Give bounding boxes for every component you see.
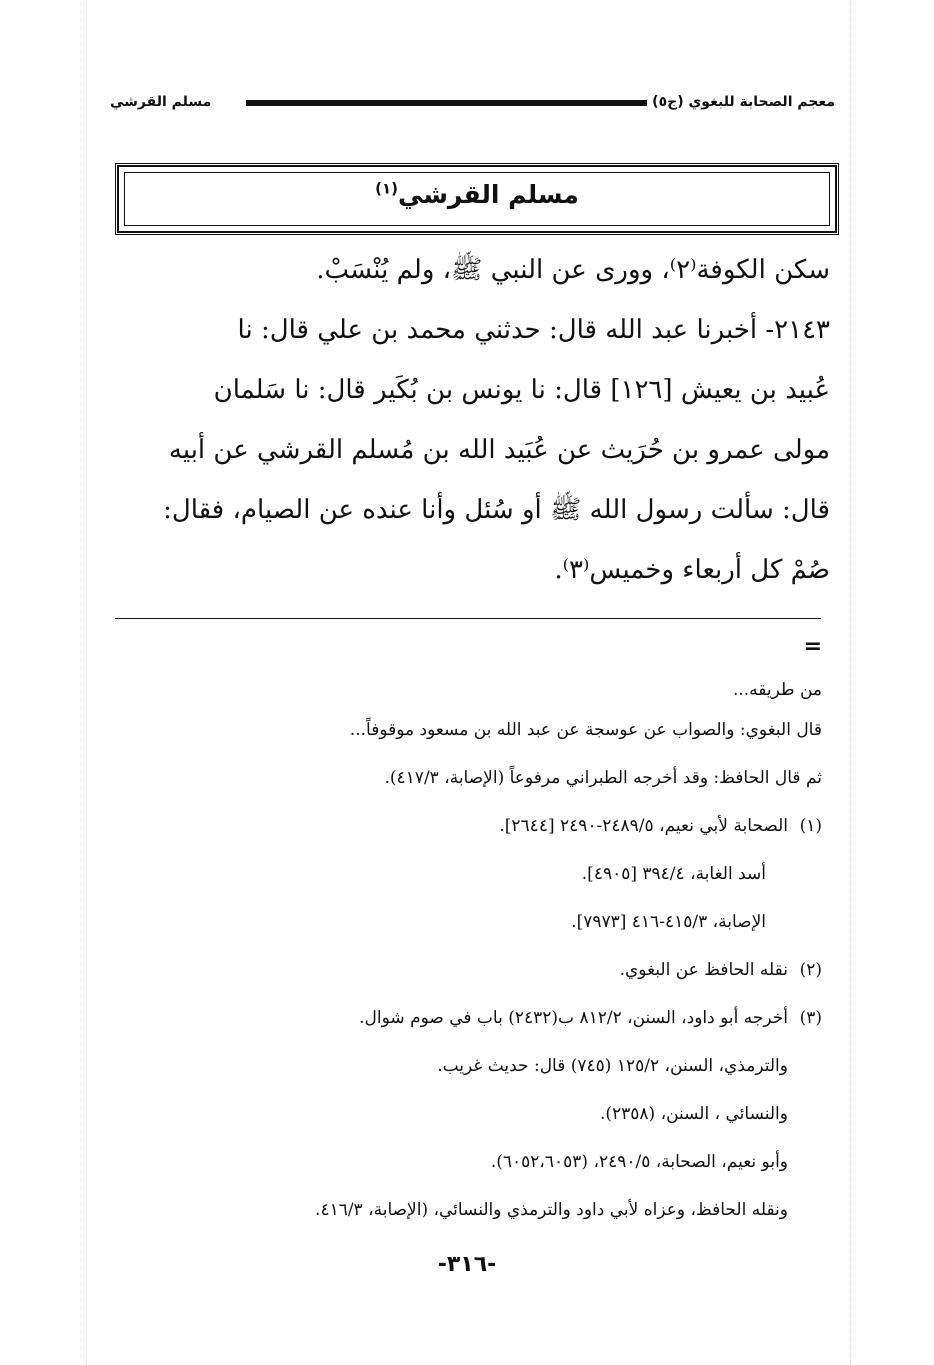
footnotes bbox=[106, 675, 822, 1243]
footnote-2 bbox=[106, 955, 822, 1003]
footnote-continued-line: من طريقه... bbox=[732, 680, 822, 700]
footnote-text: والترمذي، السنن، ١٢٥/٢ (٧٤٥) قال: حديث غريب. bbox=[437, 1056, 788, 1076]
footnote-separator bbox=[115, 618, 821, 619]
body-line: صُمْ كل أربعاء وخميس⁽٣⁾. bbox=[554, 555, 830, 585]
header-entry-name: مسلم القرشي bbox=[110, 94, 212, 110]
body-line: مولى عمرو بن حُرَيث عن عُبَيد الله بن مُسلم القرشي عن أبيه bbox=[168, 435, 830, 465]
running-header bbox=[110, 88, 835, 118]
page-number: -٣١٦- bbox=[437, 1252, 497, 1277]
entry-title-text: مسلم القرشي bbox=[398, 180, 579, 209]
footnote-text: الإصابة، ٤١٥/٣-٤١٦ [٧٩٧٣]. bbox=[571, 912, 766, 932]
entry-title bbox=[118, 180, 836, 209]
entry-body bbox=[102, 240, 830, 600]
header-rule bbox=[246, 100, 647, 106]
footnote-text: وأبو نعيم، الصحابة، ٢٤٩٠/٥، (٦٠٥٢،٦٠٥٣). bbox=[490, 1152, 788, 1172]
footnote-number: (١) bbox=[799, 816, 822, 836]
footnote-continued-line: قال البغوي: والصواب عن عوسجة عن عبد الله بن مسعود موقوفاً... bbox=[349, 720, 822, 740]
entry-title-frame bbox=[115, 163, 839, 235]
entry-title-note: (١) bbox=[375, 179, 399, 198]
footnote-text: ونقله الحافظ، وعزاه لأبي داود والترمذي والنسائي، (الإصابة، ٤١٦/٣. bbox=[315, 1200, 788, 1220]
header-book-title: معجم الصحابة للبغوي (ج٥) bbox=[652, 94, 835, 110]
body-line: سكن الكوفة⁽٢⁾، وورى عن النبي ﷺ، ولم يُنْسَبْ. bbox=[316, 255, 830, 285]
body-line: عُبيد بن يعيش [١٢٦] قال: نا يونس بن بُكَير قال: نا سَلمان bbox=[213, 375, 830, 405]
footnote-number: (٣) bbox=[799, 1008, 822, 1028]
body-line: ٢١٤٣- أخبرنا عبد الله قال: حدثني محمد بن علي قال: نا bbox=[237, 315, 830, 345]
footnote-text: الصحابة لأبي نعيم، ٢٤٨٩/٥-٢٤٩٠ [٢٦٤٤]. bbox=[499, 816, 788, 836]
footnote-text: أخرجه أبو داود، السنن، ٨١٢/٢ ب(٢٤٣٢) باب في صوم شوال. bbox=[359, 1008, 788, 1028]
footnote-3 bbox=[106, 1003, 822, 1051]
footnote-text: والنسائي ، السنن، (٢٣٥٨). bbox=[599, 1104, 788, 1124]
footnote-text: نقله الحافظ عن البغوي. bbox=[619, 960, 788, 980]
footnote-text: أسد الغابة، ٣٩٤/٤ [٤٩٠٥]. bbox=[581, 864, 766, 884]
footnote-number: (٢) bbox=[799, 960, 822, 980]
footnote-continued-line: ثم قال الحافظ: وقد أخرجه الطبراني مرفوعاً (الإصابة، ٤١٧/٣). bbox=[384, 768, 822, 788]
footnote-1 bbox=[106, 811, 822, 859]
footnote-continuation-mark: = bbox=[803, 634, 822, 659]
body-line: قال: سألت رسول الله ﷺ أو سُئل وأنا عنده عن الصيام، فقال: bbox=[163, 495, 830, 525]
